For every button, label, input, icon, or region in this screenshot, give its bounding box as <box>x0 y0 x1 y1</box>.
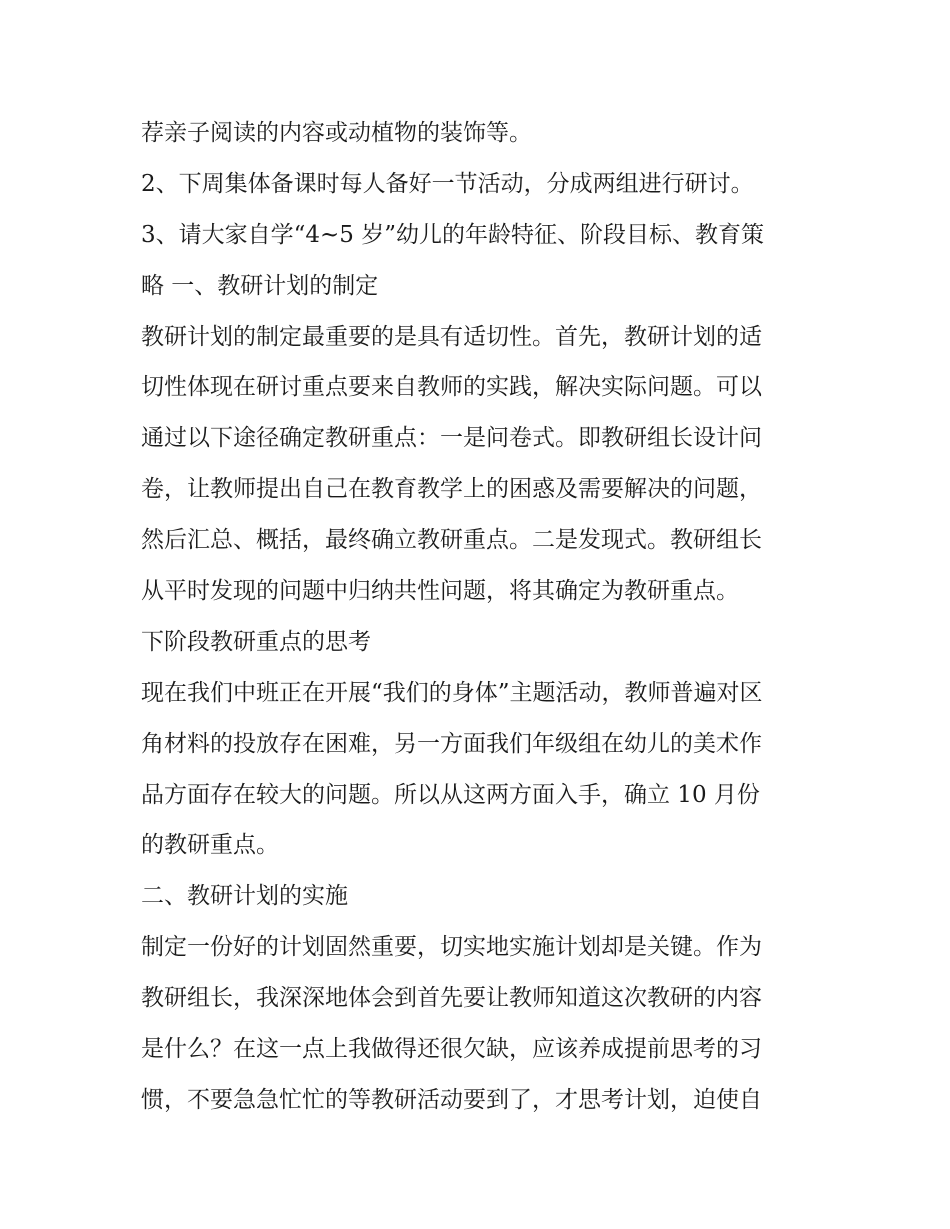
section-heading: 二、教研计划的实施 <box>141 883 348 910</box>
text-line: 品方面存在较大的问题。所以从这两方面入手，确立 10 月份 <box>141 781 760 808</box>
text-line: 通过以下途径确定教研重点：一是问卷式。即教研组长设计问 <box>141 425 762 452</box>
text-line: 荐亲子阅读的内容或动植物的装饰等。 <box>141 120 532 146</box>
text-line: 教研计划的制定最重要的是具有适切性。首先，教研计划的适 <box>141 323 762 350</box>
text-line: 教研组长，我深深地体会到首先要让教师知道这次教研的内容 <box>141 985 762 1012</box>
document-body <box>141 108 821 1126</box>
text-line: 惯，不要急急忙忙的等教研活动要到了，才思考计划，迫使自 <box>141 1086 762 1113</box>
text-line: 切性体现在研讨重点要来自教师的实践，解决实际问题。可以 <box>141 374 762 401</box>
section-heading: 下阶段教研重点的思考 <box>141 628 371 655</box>
text-line: 现在我们中班正在开展“我们的身体”主题活动，教师普遍对区 <box>141 679 763 706</box>
text-line: 的教研重点。 <box>141 832 279 859</box>
text-line: 2、下周集体备课时每人备好一节活动，分成两组进行研讨。 <box>141 170 754 197</box>
text-line: 卷，让教师提出自己在教育教学上的困惑及需要解决的问题， <box>141 476 762 503</box>
text-line: 是什么？在这一点上我做得还很欠缺，应该养成提前思考的习 <box>141 1036 762 1063</box>
text-line: 制定一份好的计划固然重要，切实地实施计划却是关键。作为 <box>141 934 762 961</box>
text-line: 从平时发现的问题中归纳共性问题，将其确定为教研重点。 <box>141 578 739 605</box>
text-line: 然后汇总、概括，最终确立教研重点。二是发现式。教研组长 <box>141 527 762 554</box>
text-line: 略 一、教研计划的制定 <box>141 272 379 299</box>
text-line: 角材料的投放存在困难，另一方面我们年级组在幼儿的美术作 <box>141 730 762 757</box>
text-line: 3、请大家自学“4~5 岁”幼儿的年龄特征、阶段目标、教育策 <box>141 221 764 248</box>
